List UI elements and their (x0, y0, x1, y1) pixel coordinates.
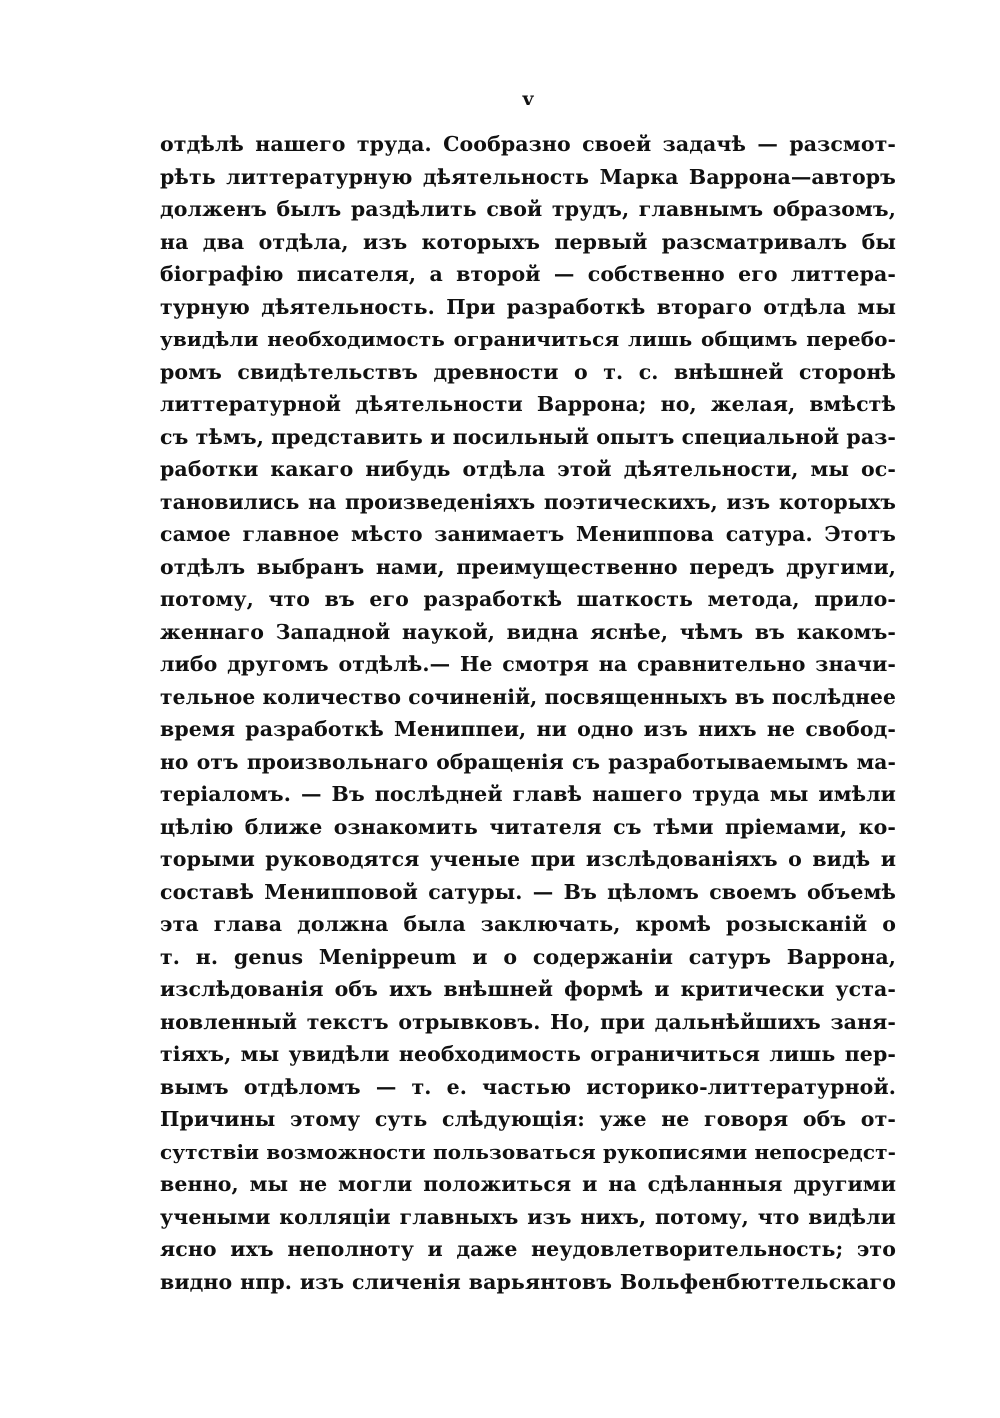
text-line: біографію писателя, а второй — собственно его литтера- (160, 262, 896, 286)
text-line: теріаломъ. — Въ послѣдней главѣ нашего труда мы имѣли (160, 782, 896, 806)
text-line: Причины этому суть слѣдующія: уже не говоря объ от- (160, 1107, 896, 1131)
text-line: либо другомъ отдѣлѣ.— Не смотря на сравнительно значи- (160, 652, 896, 676)
text-line: тіяхъ, мы увидѣли необходимость ограничиться лишь пер- (160, 1042, 896, 1066)
text-line: женнаго Западной наукой, видна яснѣе, чѣмъ въ какомъ- (160, 619, 896, 644)
text-line: венно, мы не могли положиться и на сдѣланныя другими (160, 1172, 896, 1196)
text-line: т. н. genus Menippeum и о содержаніи сатуръ Варрона, (160, 944, 896, 969)
text-line: потому, что въ его разработкѣ шаткость метода, прило- (160, 587, 896, 611)
text-line: изслѣдованія объ ихъ внѣшней формѣ и критически уста- (160, 977, 896, 1001)
page-number: v (522, 88, 534, 110)
text-line: учеными колляціи главныхъ изъ нихъ, потому, что видѣли (160, 1204, 896, 1229)
text-line: время разработкѣ Мениппеи, ни одно изъ нихъ не свобод- (160, 717, 896, 741)
body-text (160, 128, 896, 1298)
text-line: турную дѣятельность. При разработкѣ втораго отдѣла мы (160, 294, 896, 319)
text-line: но отъ произвольнаго обращенія съ разработываемымъ ма- (160, 749, 896, 774)
text-line: увидѣли необходимость ограничиться лишь общимъ перебо- (160, 327, 896, 351)
text-line: тельное количество сочиненій, посвященныхъ въ послѣднее (160, 684, 896, 709)
text-line: ясно ихъ неполноту и даже неудовлетворительность; это (160, 1237, 896, 1261)
text-line: составѣ Менипповой сатуры. — Въ цѣломъ своемъ объемѣ (160, 879, 896, 904)
text-line: видно нпр. изъ сличенія варьянтовъ Вольфенбюттельскаго (160, 1269, 896, 1294)
text-line: тановились на произведеніяхъ поэтическихъ, изъ которыхъ (160, 489, 896, 514)
text-line: долженъ былъ раздѣлить свой трудъ, главнымъ образомъ, (160, 197, 896, 221)
text-line: литтературной дѣятельности Варрона; но, желая, вмѣстѣ (160, 392, 896, 416)
document-page (160, 88, 896, 1298)
text-line: отдѣлъ выбранъ нами, преимущественно передъ другими, (160, 554, 896, 579)
text-line: работки какаго нибудь отдѣла этой дѣятельности, мы ос- (160, 457, 896, 481)
text-line: эта глава должна была заключать, кромѣ розысканій о (160, 912, 896, 936)
text-line: ромъ свидѣтельствъ древности о т. с. внѣшней сторонѣ (160, 359, 896, 384)
text-line: цѣлію ближе ознакомить читателя съ тѣми пріемами, ко- (160, 814, 896, 839)
text-line: сутствіи возможности пользоваться рукописями непосредст- (160, 1139, 896, 1164)
text-line: рѣть литтературную дѣятельность Марка Варрона—авторъ (160, 164, 896, 189)
text-line: вымъ отдѣломъ — т. е. частью историко-литтературной. (160, 1074, 896, 1099)
text-line: отдѣлѣ нашего труда. Сообразно своей задачѣ — разсмот- (160, 132, 896, 156)
text-line: новленный текстъ отрывковъ. Но, при дальнѣйшихъ заня- (160, 1009, 896, 1034)
text-line: самое главное мѣсто занимаетъ Мениппова сатура. Этотъ (160, 522, 896, 546)
text-line: съ тѣмъ, представить и посильный опытъ специальной раз- (160, 424, 897, 449)
text-line: на два отдѣла, изъ которыхъ первый разсматривалъ бы (160, 229, 896, 254)
text-line: торыми руководятся ученые при изслѣдованіяхъ о видѣ и (160, 847, 896, 871)
